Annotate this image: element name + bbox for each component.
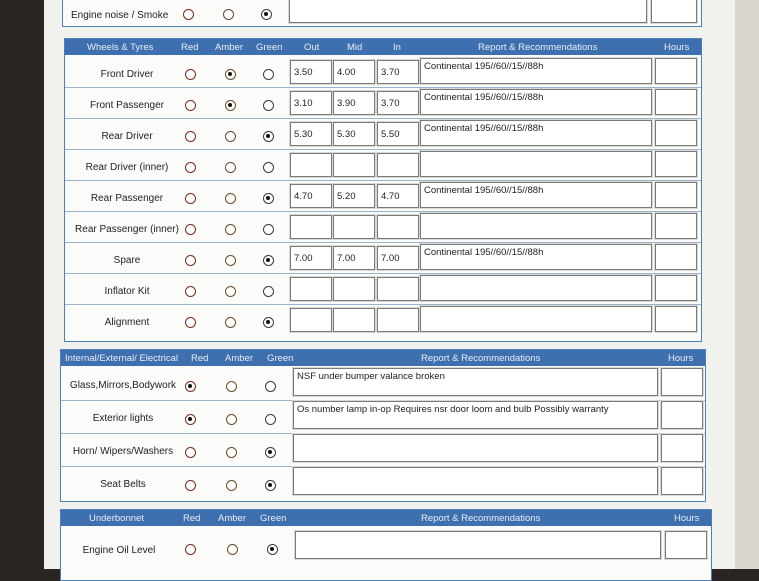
mid-depth-field[interactable] [333,215,375,239]
amber-radio[interactable] [226,480,237,491]
hours-field[interactable] [661,467,703,495]
table-row [65,118,701,150]
amber-radio[interactable] [225,131,236,142]
amber-radio[interactable] [225,69,236,80]
out-depth-field[interactable]: 7.00 [290,246,332,270]
engine-row-label: Engine noise / Smoke [71,10,169,21]
hours-field[interactable] [661,401,703,429]
amber-radio[interactable] [225,162,236,173]
mid-depth-field[interactable] [333,277,375,301]
hours-field[interactable] [661,434,703,462]
page-edge [735,0,759,569]
hours-field[interactable] [661,368,703,396]
red-radio[interactable] [185,381,196,392]
hours-field[interactable] [655,275,697,301]
out-depth-field[interactable] [290,153,332,177]
report-field[interactable] [420,151,652,177]
row-label: Horn/ Wipers/Washers [72,446,174,457]
table-row [61,466,705,499]
table-row [65,304,701,335]
underbonnet-section-title: Underbonnet [89,513,144,524]
red-radio[interactable] [185,162,196,173]
wheels-mid-heading: Mid [347,42,363,53]
engine-red-radio[interactable] [183,9,194,20]
amber-radio[interactable] [225,193,236,204]
table-row [61,400,705,434]
hours-field[interactable] [655,58,697,84]
row-label: Alignment [104,317,150,328]
hours-field[interactable] [655,182,697,208]
electrical-green-heading: Green [267,353,294,364]
wheels-hours-heading: Hours [664,42,690,53]
amber-radio[interactable] [226,381,237,392]
wheels-header [65,39,701,55]
amber-radio[interactable] [225,255,236,266]
wheels-green-heading: Green [256,42,283,53]
report-field[interactable] [293,434,658,462]
report-field[interactable]: Continental 195//60//15//88h [420,182,652,208]
wheels-section-title: Wheels & Tyres [87,42,154,53]
mid-depth-field[interactable] [333,153,375,177]
row-label: Rear Driver (inner) [85,162,169,173]
row-label: Spare [113,255,141,266]
electrical-amber-heading: Amber [225,353,253,364]
in-depth-field[interactable]: 3.70 [377,91,419,115]
green-radio[interactable] [263,255,274,266]
row-label: Seat Belts [100,479,146,490]
electrical-red-heading: Red [191,353,209,364]
mid-depth-field[interactable]: 3.90 [333,91,375,115]
red-radio[interactable] [185,193,196,204]
amber-radio[interactable] [225,317,236,328]
table-row [65,180,701,212]
in-depth-field[interactable]: 5.50 [377,122,419,146]
red-radio[interactable] [185,69,196,80]
amber-radio[interactable] [226,447,237,458]
table-row [65,273,701,305]
hours-field[interactable] [655,213,697,239]
red-radio[interactable] [185,414,196,425]
hours-field[interactable] [655,89,697,115]
green-radio[interactable] [263,286,274,297]
row-label: Rear Driver [101,131,153,142]
in-depth-field[interactable] [377,215,419,239]
table-row [65,211,701,243]
out-depth-field[interactable] [290,308,332,332]
red-radio[interactable] [185,544,196,555]
row-label: Engine Oil Level [82,545,156,556]
green-radio[interactable] [267,544,278,555]
underbonnet-header [61,510,711,526]
table-row [65,242,701,274]
row-label: Glass,Mirrors,Bodywork [69,380,177,391]
green-radio[interactable] [263,131,274,142]
in-depth-field[interactable] [377,308,419,332]
wheels-amber-heading: Amber [215,42,243,53]
report-field[interactable] [420,306,652,332]
underbonnet-hours-heading: Hours [674,513,700,524]
red-radio[interactable] [185,447,196,458]
report-field[interactable]: Continental 195//60//15//88h [420,89,652,115]
out-depth-field[interactable]: 3.10 [290,91,332,115]
row-label: Front Driver [100,69,154,80]
electrical-table [60,349,706,502]
green-radio[interactable] [265,447,276,458]
red-radio[interactable] [185,286,196,297]
engine-hours-field[interactable] [651,0,697,23]
in-depth-field[interactable]: 7.00 [377,246,419,270]
red-radio[interactable] [185,317,196,328]
table-row [65,149,701,181]
hours-field[interactable] [655,306,697,332]
report-field[interactable] [420,213,652,239]
red-radio[interactable] [185,100,196,111]
green-radio[interactable] [263,317,274,328]
amber-radio[interactable] [225,224,236,235]
report-field[interactable]: Continental 195//60//15//88h [420,244,652,270]
engine-table [62,0,702,27]
mid-depth-field[interactable]: 5.30 [333,122,375,146]
row-label: Front Passenger [90,100,164,111]
out-depth-field[interactable]: 5.30 [290,122,332,146]
out-depth-field[interactable] [290,277,332,301]
table-row [61,367,705,401]
engine-green-radio[interactable] [261,9,272,20]
report-field[interactable] [293,467,658,495]
report-field[interactable]: Os number lamp in-op Requires nsr door loom and bulb Possibly warranty [293,401,658,429]
mid-depth-field[interactable]: 4.00 [333,60,375,84]
green-radio[interactable] [265,414,276,425]
report-field[interactable]: Continental 195//60//15//88h [420,58,652,84]
table-row [61,433,705,467]
wheels-in-heading: In [393,42,401,53]
electrical-header [61,350,705,366]
amber-radio[interactable] [227,544,238,555]
mid-depth-field[interactable] [333,308,375,332]
in-depth-field[interactable]: 4.70 [377,184,419,208]
wheels-report-heading: Report & Recommendations [478,42,598,53]
green-radio[interactable] [263,100,274,111]
hours-field[interactable] [655,120,697,146]
row-label: Rear Passenger (inner) [75,224,179,235]
wheels-tyres-table [64,38,702,342]
underbonnet-table [60,509,712,581]
in-depth-field[interactable] [377,277,419,301]
row-label: Rear Passenger [90,193,164,204]
electrical-section-title: Internal/External/ Electrical [65,353,178,364]
amber-radio[interactable] [225,100,236,111]
row-label: Inflator Kit [104,286,150,297]
report-field[interactable] [420,275,652,301]
in-depth-field[interactable] [377,153,419,177]
underbonnet-red-heading: Red [183,513,201,524]
engine-amber-radio[interactable] [223,9,234,20]
hours-field[interactable] [655,151,697,177]
red-radio[interactable] [185,224,196,235]
hours-field[interactable] [665,531,707,559]
underbonnet-amber-heading: Amber [218,513,246,524]
green-radio[interactable] [263,69,274,80]
red-radio[interactable] [185,131,196,142]
electrical-report-heading: Report & Recommendations [421,353,541,364]
wheels-red-heading: Red [181,42,199,53]
green-radio[interactable] [265,480,276,491]
red-radio[interactable] [185,480,196,491]
green-radio[interactable] [265,381,276,392]
amber-radio[interactable] [226,414,237,425]
green-radio[interactable] [263,224,274,235]
engine-report-field[interactable] [289,0,647,23]
green-radio[interactable] [263,193,274,204]
out-depth-field[interactable]: 3.50 [290,60,332,84]
wheels-out-heading: Out [304,42,320,53]
electrical-hours-heading: Hours [668,353,694,364]
hours-field[interactable] [655,244,697,270]
mid-depth-field[interactable]: 5.20 [333,184,375,208]
red-radio[interactable] [185,255,196,266]
amber-radio[interactable] [225,286,236,297]
table-row [65,56,701,88]
table-row [65,87,701,119]
out-depth-field[interactable] [290,215,332,239]
underbonnet-green-heading: Green [260,513,287,524]
report-field[interactable]: NSF under bumper valance broken [293,368,658,396]
row-label: Exterior lights [92,413,154,424]
underbonnet-report-heading: Report & Recommendations [421,513,541,524]
report-field[interactable] [295,531,661,559]
table-row [61,527,711,561]
mid-depth-field[interactable]: 7.00 [333,246,375,270]
report-field[interactable]: Continental 195//60//15//88h [420,120,652,146]
green-radio[interactable] [263,162,274,173]
in-depth-field[interactable]: 3.70 [377,60,419,84]
out-depth-field[interactable]: 4.70 [290,184,332,208]
